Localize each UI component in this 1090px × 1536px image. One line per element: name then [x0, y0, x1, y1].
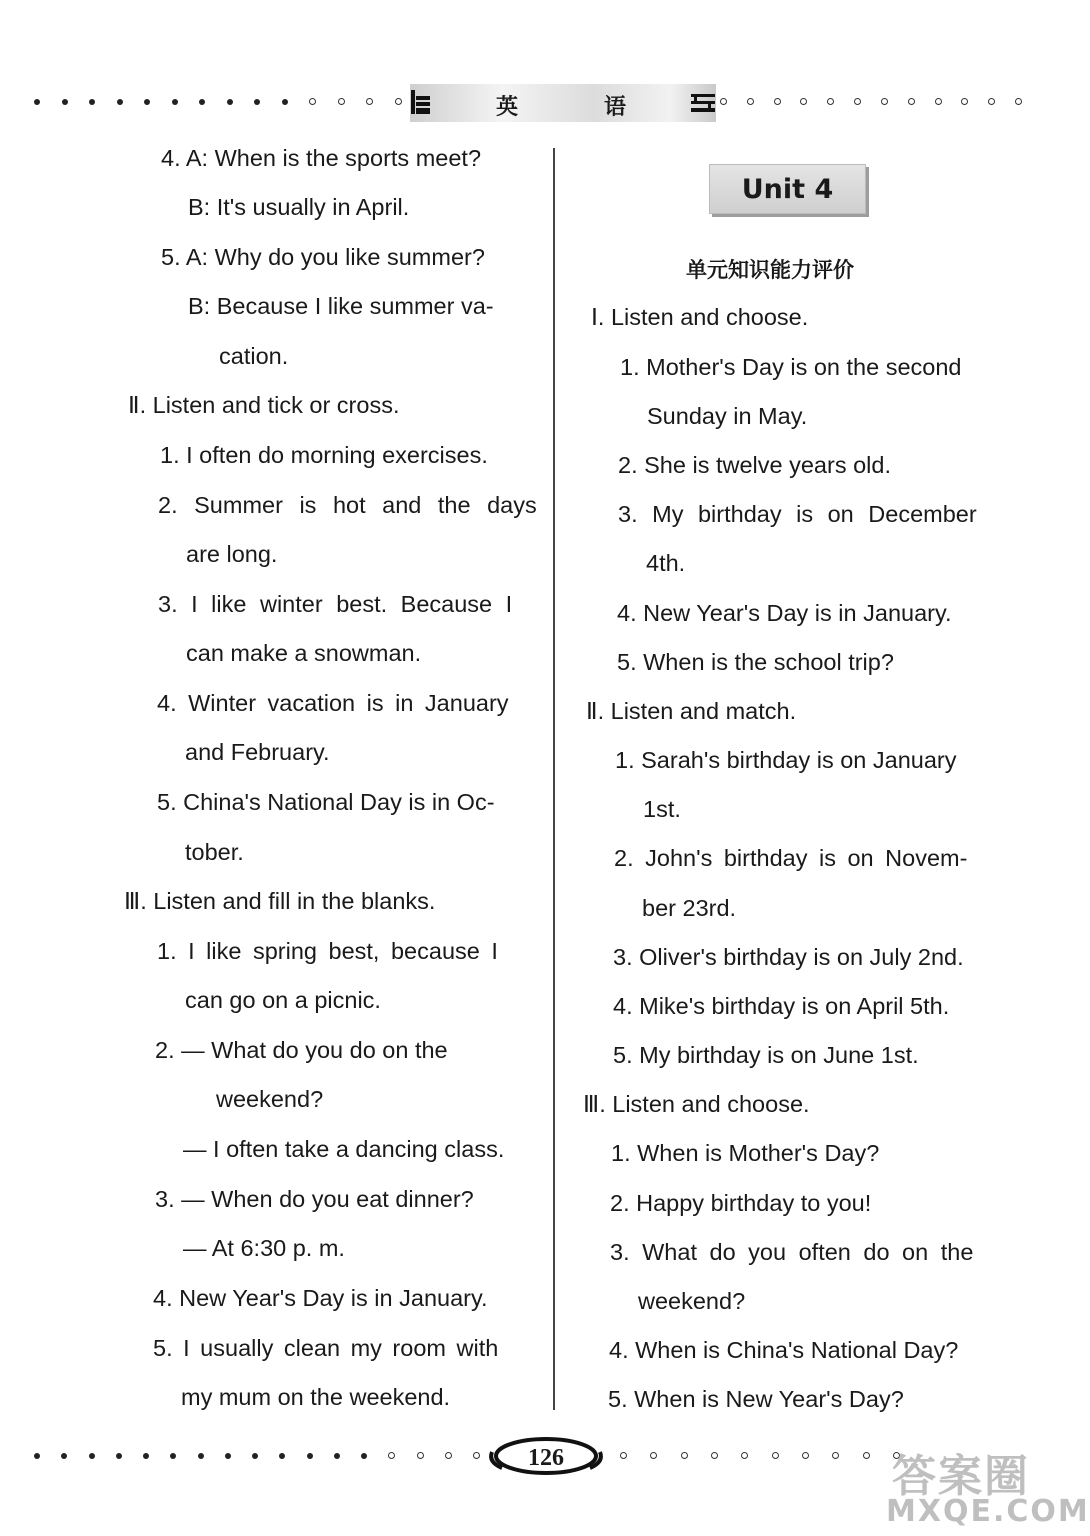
subject-char: 语: [603, 95, 626, 120]
answer-line: 2. John's birthday is on Novem-: [614, 845, 968, 871]
answer-line: B: It's usually in April.: [188, 194, 410, 220]
answer-line: 4. New Year's Day is in January.: [617, 600, 952, 626]
watermark-logo-text: 答案圈: [892, 1451, 1030, 1502]
answer-line: 1. I often do morning exercises.: [160, 442, 488, 468]
answer-line: 3. — When do you eat dinner?: [155, 1186, 474, 1212]
answer-line: 5. A: Why do you like summer?: [161, 244, 485, 270]
answer-line: tober.: [185, 839, 244, 865]
answer-line: 3. I like winter best. Because I: [158, 591, 513, 617]
answer-line: 1. When is Mother's Day?: [611, 1140, 880, 1166]
book-stack-icon: [410, 88, 432, 116]
section-heading: Ⅱ. Listen and tick or cross.: [128, 392, 400, 418]
section-title: 单元知识能力评价: [686, 258, 854, 282]
answer-line: 1. Mother's Day is on the second: [620, 354, 962, 380]
answer-line: 3. Oliver's birthday is on July 2nd.: [613, 944, 964, 970]
answer-line: Sunday in May.: [647, 403, 808, 429]
section-heading: Ⅱ. Listen and match.: [586, 698, 797, 724]
section-heading: Ⅰ. Listen and choose.: [591, 304, 809, 330]
answer-line: 5. My birthday is on June 1st.: [613, 1042, 919, 1068]
answer-line: 5. When is New Year's Day?: [608, 1386, 904, 1412]
answer-line: 4th.: [646, 550, 686, 576]
answer-line: 1. Sarah's birthday is on January: [615, 747, 957, 773]
answer-line: weekend?: [216, 1086, 324, 1112]
page-number: 126: [528, 1444, 564, 1471]
answer-line: 5. When is the school trip?: [617, 649, 894, 675]
watermark-url: MXQE.COM: [886, 1494, 1090, 1529]
answer-line: 1st.: [643, 796, 681, 822]
answer-line: and February.: [185, 739, 330, 765]
answer-line: — I often take a dancing class.: [183, 1136, 505, 1162]
answer-line: 4. Winter vacation is in January: [157, 690, 509, 716]
answer-line: are long.: [186, 541, 278, 567]
bookshelf-icon: [690, 92, 716, 114]
section-heading: Ⅲ. Listen and fill in the blanks.: [124, 888, 436, 914]
answer-line: 2. Happy birthday to you!: [610, 1190, 872, 1216]
answer-line: 2. — What do you do on the: [155, 1037, 448, 1063]
subject-title: [496, 90, 626, 118]
answer-line: my mum on the weekend.: [181, 1384, 451, 1410]
unit-title: Unit 4: [741, 173, 834, 205]
answer-line: 4. A: When is the sports meet?: [161, 145, 482, 171]
answer-line: 1. I like spring best, because I: [157, 938, 498, 964]
page-number-badge: [488, 1432, 604, 1480]
section-heading: Ⅲ. Listen and choose.: [583, 1091, 810, 1117]
answer-line: 2. Summer is hot and the days: [158, 492, 537, 518]
column-divider: [553, 148, 555, 1410]
answer-line: 5. China's National Day is in Oc-: [157, 789, 495, 815]
site-watermark: [880, 1440, 1090, 1532]
header-dots-right: [720, 98, 1022, 105]
footer-dots-left: [34, 1452, 480, 1459]
answer-line: 4. When is China's National Day?: [609, 1337, 959, 1363]
answer-line: cation.: [219, 343, 289, 369]
answer-line: ber 23rd.: [642, 895, 737, 921]
answer-line: — At 6:30 p. m.: [183, 1235, 345, 1261]
unit-title-box: [709, 164, 866, 214]
answer-line: 3. What do you often do on the: [610, 1239, 974, 1265]
answer-line: 3. My birthday is on December: [618, 501, 977, 527]
answer-line: weekend?: [638, 1288, 746, 1314]
header-dots-left: [34, 98, 402, 105]
footer-dots-right: [620, 1452, 900, 1459]
subject-char: 英: [496, 95, 519, 120]
answer-line: B: Because I like summer va-: [188, 293, 494, 319]
answer-line: 2. She is twelve years old.: [618, 452, 891, 478]
answer-line: can go on a picnic.: [185, 987, 381, 1013]
answer-line: 4. New Year's Day is in January.: [153, 1285, 488, 1311]
answer-line: can make a snowman.: [186, 640, 422, 666]
answer-line: 4. Mike's birthday is on April 5th.: [613, 993, 950, 1019]
answer-line: 5. I usually clean my room with: [153, 1335, 499, 1361]
